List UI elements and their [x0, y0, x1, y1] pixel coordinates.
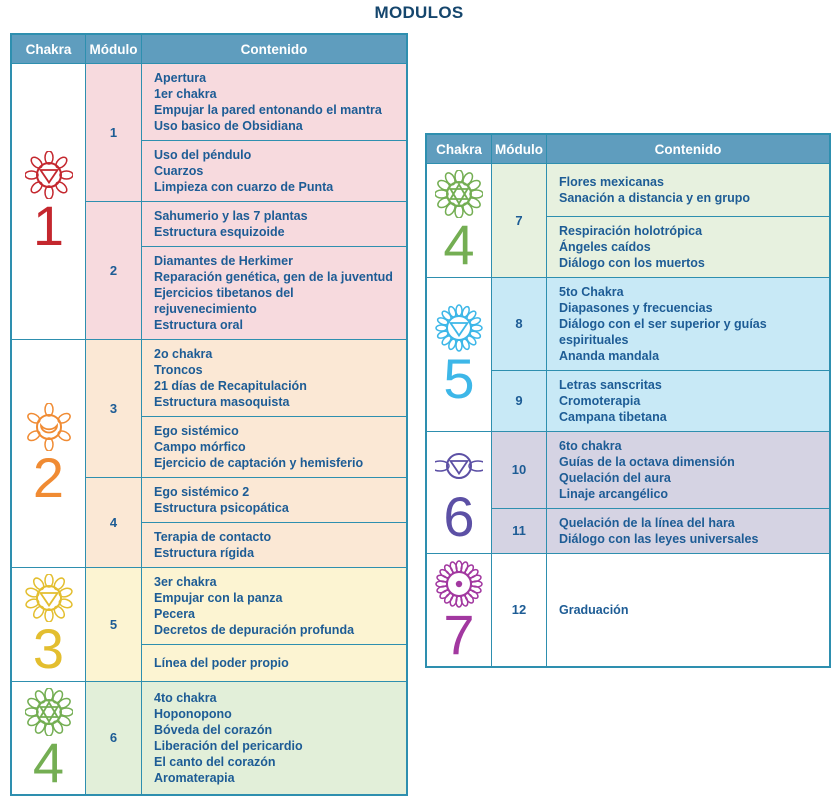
- content-line: Sanación a distancia y en grupo: [559, 190, 751, 205]
- module-row: [86, 568, 406, 681]
- content-blocks: [547, 164, 829, 277]
- module-number-cell: [86, 64, 142, 201]
- module-row: [86, 477, 406, 567]
- content-line: Reparación genética, gen de la juventud: [154, 270, 393, 284]
- module-row: [86, 201, 406, 339]
- content-line: Línea del poder propio: [154, 655, 289, 670]
- module-number-cell: [492, 509, 547, 553]
- chakra-section-4: [427, 164, 829, 277]
- content-block: [547, 371, 829, 431]
- module-number: 3: [109, 401, 118, 416]
- module-row: [492, 508, 829, 553]
- content-blocks: [142, 64, 406, 201]
- column-header-chakra: Chakra: [427, 135, 492, 163]
- content-blocks: [547, 509, 829, 553]
- chakra-section-4: [12, 681, 406, 795]
- modules-column: [492, 278, 829, 431]
- content-line: 4to chakra: [154, 690, 217, 705]
- content-block: [142, 140, 406, 201]
- content-line: Hoponopono: [154, 706, 232, 721]
- content-line: 5to Chakra: [559, 284, 624, 299]
- content-line: Empujar la pared entonando el mantra: [154, 103, 382, 117]
- content-line: Diálogo con los muertos: [559, 255, 705, 270]
- chakra-section-1: [12, 64, 406, 339]
- content-line: Campo mórfico: [154, 440, 246, 454]
- module-row: [86, 682, 406, 795]
- content-block: [547, 509, 829, 553]
- chakra-number: 1: [32, 194, 65, 258]
- module-row: [492, 432, 829, 508]
- chakra-number: 4: [32, 730, 65, 794]
- content-line: 6to chakra: [559, 438, 622, 453]
- content-line: Uso del péndulo: [154, 148, 252, 162]
- content-line: Cromoterapia: [559, 393, 641, 408]
- modules-column: [492, 554, 829, 667]
- chakra-section-3: [12, 567, 406, 681]
- chakra-cell: [12, 64, 86, 339]
- content-line: Ángeles caídos: [559, 239, 651, 254]
- chakra-cell: [12, 340, 86, 567]
- modules-column: [86, 340, 406, 567]
- module-number: 9: [515, 393, 523, 409]
- module-number: 6: [109, 730, 118, 746]
- content-line: Sahumerio y las 7 plantas: [154, 209, 308, 223]
- content-block: [142, 202, 406, 246]
- content-line: Aromaterapia: [154, 770, 235, 785]
- content-block: [547, 216, 829, 277]
- heart-chakra-icon: [435, 170, 483, 218]
- module-number-cell: [492, 278, 547, 370]
- modules-column: [492, 164, 829, 277]
- content-block: [142, 478, 406, 522]
- module-number-cell: [492, 164, 547, 277]
- content-line: Troncos: [154, 363, 203, 377]
- content-block: [142, 522, 406, 567]
- chakra-cell: [427, 432, 492, 553]
- content-line: Estructura oral: [154, 318, 243, 332]
- content-line: Terapia de contacto: [154, 530, 272, 544]
- chakra-section-5: [427, 277, 829, 431]
- module-number-cell: [492, 432, 547, 508]
- column-header-modulo: Módulo: [492, 135, 547, 163]
- content-line: Ejercicio de captación y hemisferio: [154, 456, 364, 470]
- module-number: 12: [511, 602, 527, 618]
- content-line: Bóveda del corazón: [154, 722, 273, 737]
- page-title: MODULOS: [374, 3, 464, 22]
- module-number-cell: [86, 682, 142, 795]
- module-row: [86, 340, 406, 477]
- content-line: Ananda mandala: [559, 348, 660, 363]
- chakra-number: 4: [443, 213, 475, 276]
- content-line: 3er chakra: [154, 575, 217, 589]
- chakra-cell: [427, 164, 492, 277]
- content-line: Diálogo con las leyes universales: [559, 531, 759, 546]
- third-eye-chakra-icon: [435, 442, 483, 490]
- content-line: Ego sistémico 2: [154, 485, 250, 499]
- content-line: Estructura psicopática: [154, 501, 289, 515]
- content-blocks: [142, 682, 406, 795]
- content-block: [142, 644, 406, 681]
- content-line: Uso basico de Obsidiana: [154, 119, 303, 133]
- content-line: Empujar con la panza: [154, 591, 283, 605]
- module-number: 7: [515, 212, 523, 228]
- chakra-number: 6: [443, 484, 475, 548]
- chakra-cell: [427, 554, 492, 667]
- content-line: Cuarzos: [154, 164, 204, 178]
- module-number-cell: [86, 568, 142, 681]
- content-line: Respiración holotrópica: [559, 223, 703, 238]
- content-line: Estructura masoquista: [154, 395, 290, 409]
- content-blocks: [547, 371, 829, 431]
- module-row: [86, 64, 406, 201]
- module-row: [492, 164, 829, 277]
- content-line: Decretos de depuración profunda: [154, 623, 355, 637]
- crown-chakra-icon: [435, 560, 483, 608]
- content-blocks: [547, 278, 829, 370]
- modules-table-left: [10, 33, 408, 796]
- content-block: [142, 416, 406, 477]
- content-blocks: [142, 478, 406, 567]
- modules-column: [86, 682, 406, 795]
- modules-column: [86, 64, 406, 339]
- content-blocks: [142, 568, 406, 681]
- content-line: Linaje arcangélico: [559, 486, 669, 501]
- content-block: [142, 246, 406, 339]
- content-line: El canto del corazón: [154, 754, 276, 769]
- module-number-cell: [492, 554, 547, 667]
- sacral-chakra-icon: [25, 403, 73, 451]
- content-block: [547, 278, 829, 370]
- modules-column: [492, 432, 829, 553]
- content-line: Ejercicios tibetanos del rejuvenecimiento: [154, 286, 294, 316]
- module-number-cell: [86, 340, 142, 477]
- chakra-section-2: [12, 339, 406, 567]
- content-blocks: [547, 432, 829, 508]
- root-chakra-icon: [25, 151, 73, 199]
- module-row: [492, 370, 829, 431]
- content-line: Quelación de la línea del hara: [559, 515, 735, 530]
- content-block: [547, 554, 829, 667]
- content-line: 2o chakra: [154, 347, 213, 361]
- content-line: Flores mexicanas: [559, 174, 664, 189]
- content-block: [547, 164, 829, 216]
- chakra-section-7: [427, 553, 829, 667]
- chakra-cell: [427, 278, 492, 431]
- module-number-cell: [86, 202, 142, 339]
- module-number: 2: [109, 263, 118, 278]
- content-block: [547, 432, 829, 508]
- content-block: [142, 64, 406, 140]
- content-block: [142, 568, 406, 644]
- module-row: [492, 278, 829, 370]
- module-number: 1: [109, 125, 118, 140]
- module-number: 8: [515, 316, 523, 332]
- content-line: 21 días de Recapitulación: [154, 379, 307, 393]
- content-line: Guías de la octava dimensión: [559, 454, 735, 469]
- column-header-contenido: Contenido: [240, 42, 308, 57]
- solar-plexus-chakra-icon: [25, 574, 73, 622]
- content-block: [142, 340, 406, 416]
- chakra-number: 5: [443, 346, 475, 410]
- throat-chakra-icon: [435, 304, 483, 352]
- column-header-contenido: Contenido: [654, 142, 722, 157]
- table-header-row: [12, 35, 406, 64]
- column-header-chakra: Chakra: [12, 35, 86, 63]
- module-number: 4: [109, 515, 118, 530]
- content-line: Graduación: [559, 602, 629, 617]
- table-header-row: [427, 135, 829, 164]
- content-line: Apertura: [154, 71, 207, 85]
- content-line: Campana tibetana: [559, 409, 667, 424]
- content-line: Diapasones y frecuencias: [559, 300, 713, 315]
- module-number-cell: [86, 478, 142, 567]
- chakra-cell: [12, 568, 86, 681]
- content-line: Estructura rígida: [154, 546, 255, 560]
- content-line: 1er chakra: [154, 87, 217, 101]
- chakra-cell: [12, 682, 86, 795]
- content-line: Diálogo con el ser superior y guías espirituales: [559, 316, 767, 347]
- module-number-cell: [492, 371, 547, 431]
- content-line: Diamantes de Herkimer: [154, 254, 293, 268]
- content-line: Limpieza con cuarzo de Punta: [154, 180, 334, 194]
- content-line: Letras sanscritas: [559, 377, 662, 392]
- modules-column: [86, 568, 406, 681]
- modules-table-right: [425, 133, 831, 668]
- content-line: Estructura esquizoide: [154, 225, 285, 239]
- column-header-modulo: Módulo: [86, 35, 142, 63]
- content-line: Ego sistémico: [154, 424, 239, 438]
- content-block: [142, 682, 406, 795]
- content-blocks: [142, 202, 406, 339]
- chakra-number: 3: [32, 617, 65, 680]
- content-blocks: [142, 340, 406, 477]
- chakra-section-6: [427, 431, 829, 553]
- heart-chakra-icon: [25, 688, 73, 736]
- chakra-number: 2: [32, 446, 65, 510]
- content-line: Quelación del aura: [559, 470, 671, 485]
- chakra-number: 7: [443, 602, 475, 666]
- content-line: Pecera: [154, 607, 196, 621]
- module-number: 11: [512, 523, 526, 539]
- content-line: Liberación del pericardio: [154, 738, 303, 753]
- module-number: 5: [109, 616, 118, 632]
- content-blocks: [547, 554, 829, 667]
- module-number: 10: [511, 462, 527, 478]
- module-row: [492, 554, 829, 667]
